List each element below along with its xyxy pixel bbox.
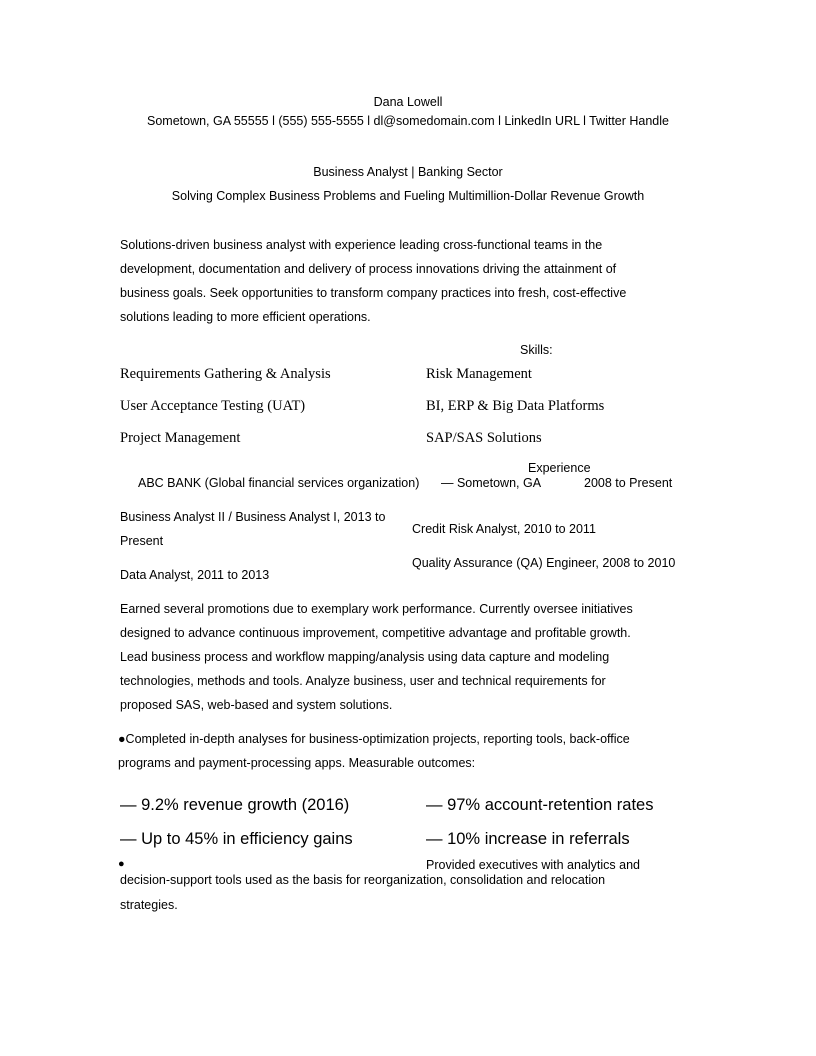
- summary-paragraph: [120, 233, 660, 329]
- summary-line: development, documentation and delivery of process innovations driving the attainment of: [120, 262, 617, 276]
- skill-item: Project Management: [120, 430, 241, 446]
- headline-tagline: Solving Complex Business Problems and Fueling Multimillion-Dollar Revenue Growth: [171, 189, 645, 203]
- role-item: Data Analyst, 2011 to 2013: [120, 568, 270, 582]
- summary-line: Solutions-driven business analyst with experience leading cross-functional teams in the: [120, 238, 603, 252]
- outcome-item: — 9.2% revenue growth (2016): [120, 796, 350, 814]
- company-location: — Sometown, GA: [441, 476, 542, 490]
- skill-item: User Acceptance Testing (UAT): [120, 398, 306, 414]
- role-item: Quality Assurance (QA) Engineer, 2008 to 2010: [412, 556, 676, 570]
- description-line: proposed SAS, web-based and system solutions.: [120, 698, 393, 712]
- contact-line: Sometown, GA 55555 l (555) 555-5555 l dl@somedomain.com l LinkedIn URL l Twitter Handle: [147, 114, 669, 128]
- experience-heading: Experience: [528, 461, 591, 475]
- role-item: Business Analyst II / Business Analyst I, 2013 to: [120, 510, 386, 524]
- outcome-item: — Up to 45% in efficiency gains: [120, 830, 353, 848]
- bullet-line: strategies.: [120, 898, 178, 912]
- bullet-analyses: [118, 727, 658, 775]
- bullet-line: Provided executives with analytics and: [426, 858, 641, 872]
- summary-line: solutions leading to more efficient operations.: [120, 310, 371, 324]
- summary-line: business goals. Seek opportunities to transform company practices into fresh, cost-effective: [120, 286, 627, 300]
- bullet-line: decision-support tools used as the basis for reorganization, consolidation and relocation: [120, 873, 606, 887]
- experience-description: [120, 597, 660, 717]
- skill-item: Requirements Gathering & Analysis: [120, 366, 331, 382]
- role-item: Present: [120, 534, 164, 548]
- description-line: technologies, methods and tools. Analyze business, user and technical requirements for: [120, 674, 606, 688]
- outcome-item: — 10% increase in referrals: [426, 830, 630, 848]
- bullet-marker: ●: [118, 858, 125, 870]
- headline-title: Business Analyst | Banking Sector: [313, 165, 503, 179]
- company-name: ABC BANK (Global financial services organization): [138, 476, 420, 490]
- candidate-name: Dana Lowell: [373, 95, 443, 109]
- description-line: Lead business process and workflow mapping/analysis using data capture and modeling: [120, 650, 610, 664]
- skill-item: SAP/SAS Solutions: [426, 430, 542, 446]
- description-line: designed to advance continuous improvement, competitive advantage and profitable growth.: [120, 626, 631, 640]
- description-line: Earned several promotions due to exemplary work performance. Currently oversee initiatives: [120, 602, 633, 616]
- skills-heading: Skills:: [520, 343, 553, 357]
- outcome-item: — 97% account-retention rates: [426, 796, 654, 814]
- bullet-line: programs and payment-processing apps. Measurable outcomes:: [118, 756, 476, 770]
- skill-item: BI, ERP & Big Data Platforms: [426, 398, 605, 414]
- bullet-line: ●Completed in-depth analyses for business-optimization projects, reporting tools, back-office: [118, 732, 630, 746]
- skill-item: Risk Management: [426, 366, 532, 382]
- company-dates: 2008 to Present: [584, 476, 673, 490]
- role-item: Credit Risk Analyst, 2010 to 2011: [412, 522, 596, 536]
